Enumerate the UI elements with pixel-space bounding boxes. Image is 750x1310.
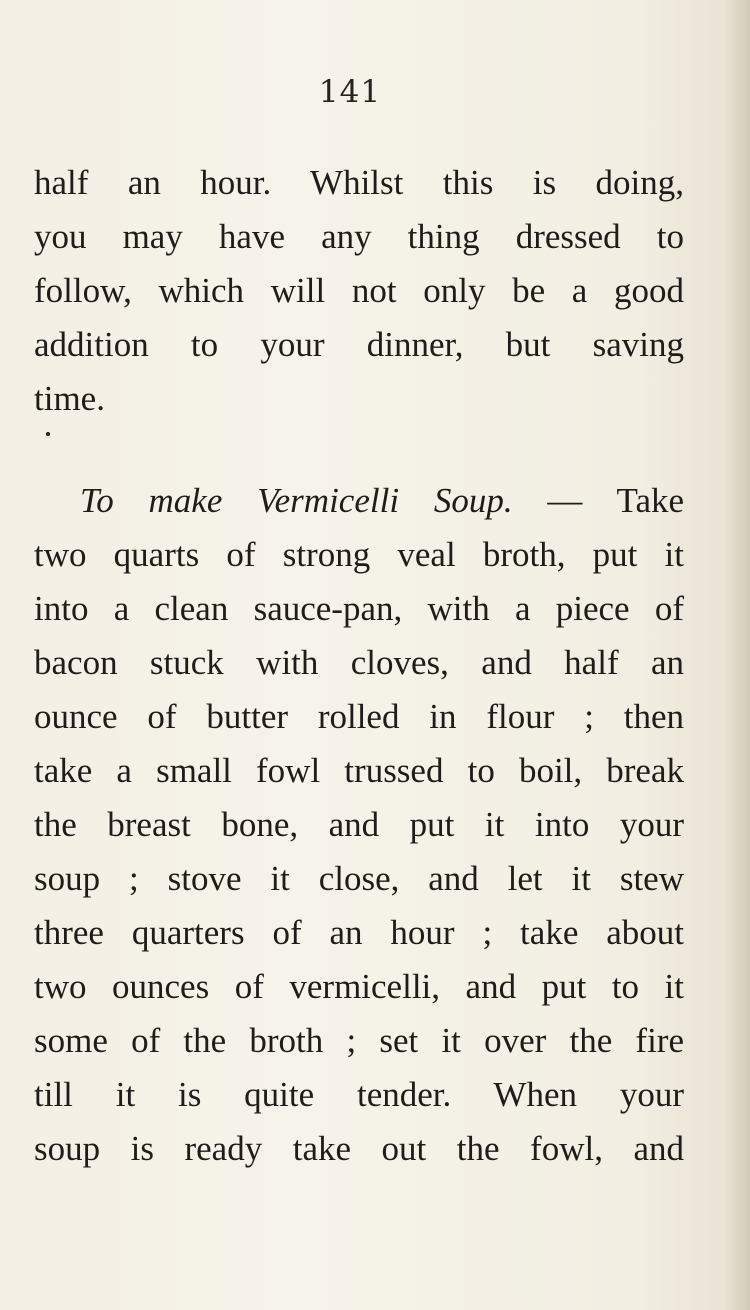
text-line: till it is quite tender. When your xyxy=(34,1075,684,1114)
text-line: time. xyxy=(34,379,105,418)
text-line: into a clean sauce-pan, with a piece of xyxy=(34,589,684,628)
body-text xyxy=(34,156,684,1176)
text-line: follow, which will not only be a good xyxy=(34,271,684,310)
page-number: 141 xyxy=(318,74,382,110)
recipe-title: To make Vermicelli Soup. xyxy=(80,481,513,520)
page-edge-shadow xyxy=(724,0,750,1310)
paragraph-1 xyxy=(34,156,684,426)
text-line: bacon stuck with cloves, and half an xyxy=(34,643,684,682)
recipe-heading-rest: — Take xyxy=(547,481,685,520)
text-line: the breast bone, and put it into your xyxy=(34,805,684,844)
text-line: ounce of butter rolled in flour ; then xyxy=(34,697,684,736)
paragraph-2 xyxy=(34,474,684,1176)
text-line: three quarters of an hour ; take about xyxy=(34,913,684,952)
text-line: some of the broth ; set it over the fire xyxy=(34,1021,684,1060)
text-line: two ounces of vermicelli, and put to it xyxy=(34,967,684,1006)
text-line: take a small fowl trussed to boil, break xyxy=(34,751,684,790)
text-line: addition to your dinner, but saving xyxy=(34,325,684,364)
text-line: half an hour. Whilst this is doing, xyxy=(34,163,684,202)
text-line: soup ; stove it close, and let it stew xyxy=(34,859,684,898)
text-line: two quarts of strong veal broth, put it xyxy=(34,535,684,574)
recipe-heading-line xyxy=(34,474,684,528)
paragraph-gap xyxy=(34,426,684,474)
text-line: soup is ready take out the fowl, and xyxy=(34,1129,684,1168)
text-line: you may have any thing dressed to xyxy=(34,217,684,256)
